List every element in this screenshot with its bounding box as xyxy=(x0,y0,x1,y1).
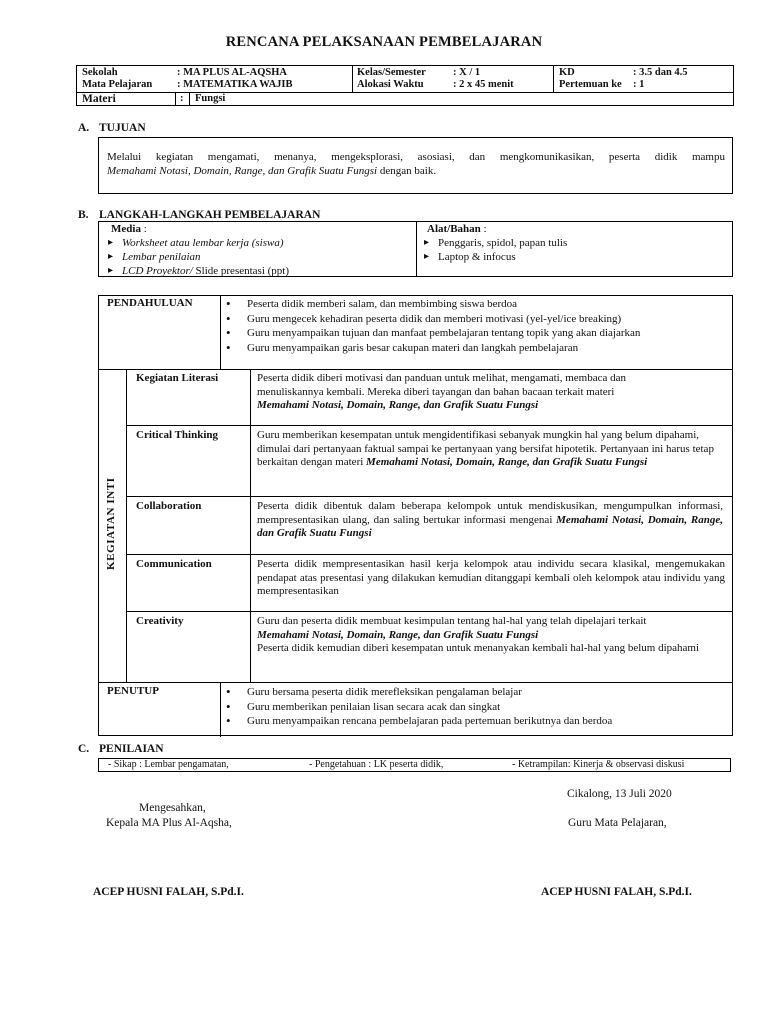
creat-cell xyxy=(257,615,725,656)
pendahuluan-label: PENDAHULUAN xyxy=(107,297,193,309)
activity-table xyxy=(98,295,733,736)
media-heading: Media : xyxy=(111,223,147,235)
pendahuluan-item: • Guru menyampaikan tujuan dan manfaat pembelajaran tentang topik yang akan diajarkan xyxy=(221,326,640,341)
tujuan-end: dengan baik. xyxy=(377,165,437,177)
critical-label: Critical Thinking xyxy=(136,429,219,441)
creat-text2: Peserta didik kemudian diberi kesempatan untuk menanyakan kembali hal-hal yang belum dipahami xyxy=(257,642,700,654)
collab-text: Peserta didik dibentuk dalam beberapa kelompok untuk mendiskusikan, mengumpulkan informasi, mempresentasikan ulang, dan saling bertukar informasi mengenai xyxy=(257,500,723,526)
media-item: ▸ LCD Proyektor/ Slide presentasi (ppt) xyxy=(105,264,289,278)
alat-item: ▸ Penggaris, spidol, papan tulis xyxy=(421,236,567,250)
literasi-italic: Memahami Notasi, Domain, Range, dan Grafik Suatu Fungsi xyxy=(257,399,539,411)
penilaian-keterampilan: - Ketrampilan: Kinerja & observasi diskusi xyxy=(512,759,685,770)
penilaian-pengetahuan: - Pengetahuan : LK peserta didik, xyxy=(309,759,444,770)
tujuan-box xyxy=(98,137,733,194)
critical-cell xyxy=(257,429,717,470)
guru-title: Guru Mata Pelajaran, xyxy=(568,817,667,829)
pertemuan-label: Pertemuan ke xyxy=(559,79,622,90)
sekolah-value: : MA PLUS AL-AQSHA xyxy=(177,67,287,78)
kelas-label: Kelas/Semester xyxy=(357,67,426,78)
section-a-heading: TUJUAN xyxy=(99,122,146,134)
signatory-left-name: ACEP HUSNI FALAH, S.Pd.I. xyxy=(93,886,244,898)
section-b-heading: LANGKAH-LANGKAH PEMBELAJARAN xyxy=(99,209,321,221)
media-list xyxy=(105,236,289,278)
media-item: ▸ Worksheet atau lembar kerja (siswa) xyxy=(105,236,289,250)
media-item: ▸ Lembar penilaian xyxy=(105,250,289,264)
materi-separator: : xyxy=(180,93,184,104)
kd-value: : 3.5 dan 4.5 xyxy=(633,67,688,78)
penilaian-sikap: - Sikap : Lembar pengamatan, xyxy=(108,759,229,770)
literasi-text: Peserta didik diberi motivasi dan panduan untuk melihat, mengamati, membaca dan menuliskannya kembali. Mereka diberi tayangan dan bahan bacaan terkait materi xyxy=(257,372,627,398)
kepala-title: Kepala MA Plus Al-Aqsha, xyxy=(106,817,232,829)
comm-text: Peserta didik mempresentasikan hasil kerja kelompok atau individu secara klasikal, mengemukakan pendapat atas presentasi yang dilakukan kemudian ditanggapi kembali oleh kelompok atau individu yang mempresentasikan xyxy=(257,558,725,597)
collab-label: Collaboration xyxy=(136,500,202,512)
signatory-right-name: ACEP HUSNI FALAH, S.Pd.I. xyxy=(541,886,692,898)
tujuan-text-line2 xyxy=(107,165,436,179)
literasi-label: Kegiatan Literasi xyxy=(136,372,219,384)
kelas-value: : X / 1 xyxy=(453,67,481,78)
mapel-value: : MATEMATIKA WAJIB xyxy=(177,79,293,90)
collab-cell xyxy=(257,500,723,541)
pendahuluan-list xyxy=(221,297,640,355)
section-a-letter: A. xyxy=(78,122,90,134)
page-title: RENCANA PELAKSANAAN PEMBELAJARAN xyxy=(225,34,543,50)
sekolah-label: Sekolah xyxy=(82,67,118,78)
mapel-label: Mata Pelajaran xyxy=(82,79,153,90)
pendahuluan-item: • Guru mengecek kehadiran peserta didik dan memberi motivasi (yel-yel/ice breaking) xyxy=(221,312,640,327)
creat-text: Guru dan peserta didik membuat kesimpulan tentang hal-hal yang telah dipelajari terkait xyxy=(257,615,647,627)
tujuan-italic: Memahami Notasi, Domain, Range, dan Grafik Suatu Fungsi xyxy=(107,165,378,177)
alat-heading: Alat/Bahan : xyxy=(427,223,487,235)
literasi-cell xyxy=(257,372,689,413)
tujuan-text: Melalui kegiatan mengamati, menanya, mengeksplorasi, asosiasi, dan mengkomunikasikan, peserta didik mampu xyxy=(107,151,725,163)
pendahuluan-item: • Guru menyampaikan garis besar cakupan materi dan langkah pembelajaran xyxy=(221,341,640,356)
penilaian-box xyxy=(98,758,731,772)
media-table xyxy=(98,221,733,277)
comm-label: Communication xyxy=(136,558,212,570)
penutup-item: • Guru menyampaikan rencana pembelajaran pada pertemuan berikutnya dan berdoa xyxy=(221,714,612,729)
critical-italic: Memahami Notasi, Domain, Range, dan Grafik Suatu Fungsi xyxy=(366,456,648,468)
creat-italic: Memahami Notasi, Domain, Range, dan Grafik Suatu Fungsi xyxy=(257,628,539,641)
critical-text: Guru memberikan kesempatan untuk mengidentifikasi sebanyak mungkin hal yang belum dipahami, dimulai dari pertanyaan faktual sampai ke pertanyaan yang bersifat hipotetik. Pertanyaan ini harus tetap berkaitan dengan materi xyxy=(257,429,714,468)
header-info-table xyxy=(76,65,734,106)
penutup-item: • Guru memberikan penilaian lisan secara acak dan singkat xyxy=(221,700,612,715)
penutup-label: PENUTUP xyxy=(107,685,159,697)
alat-list xyxy=(421,236,567,264)
materi-label: Materi xyxy=(82,93,116,105)
alokasi-value: : 2 x 45 menit xyxy=(453,79,514,90)
creat-label: Creativity xyxy=(136,615,184,627)
alat-item: ▸ Laptop & infocus xyxy=(421,250,567,264)
alokasi-label: Alokasi Waktu xyxy=(357,79,424,90)
kd-label: KD xyxy=(559,67,575,78)
collab-italic: Memahami Notasi, Domain, Range, dan Grafik Suatu Fungsi xyxy=(257,513,724,539)
pertemuan-value: : 1 xyxy=(633,79,645,90)
place-date: Cikalong, 13 Juli 2020 xyxy=(567,788,672,800)
section-b-letter: B. xyxy=(78,209,89,221)
mengesahkan-text: Mengesahkan, xyxy=(139,802,206,814)
section-c-letter: C. xyxy=(78,743,90,755)
penutup-list xyxy=(221,685,612,729)
kegiatan-inti-label: KEGIATAN INTI xyxy=(105,477,117,570)
pendahuluan-item: • Peserta didik memberi salam, dan membimbing siswa berdoa xyxy=(221,297,640,312)
materi-value: Fungsi xyxy=(195,93,226,104)
section-c-heading: PENILAIAN xyxy=(99,743,164,755)
penutup-item: • Guru bersama peserta didik merefleksikan pengalaman belajar xyxy=(221,685,612,700)
